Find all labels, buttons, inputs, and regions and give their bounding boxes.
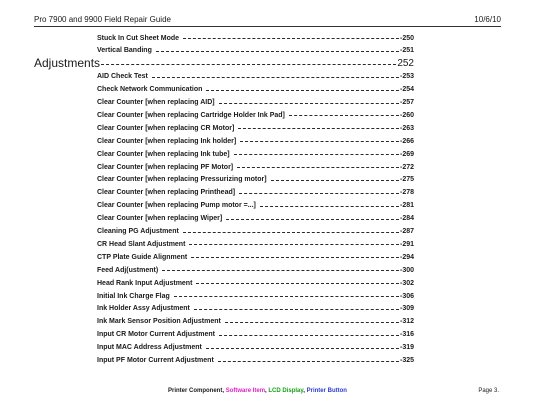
toc-entry-page: -319 [399, 344, 414, 352]
toc-entry-label: Ink Holder Assy Adjustment [97, 305, 190, 313]
toc-entry-page: -281 [399, 202, 414, 210]
toc-entry[interactable] [97, 71, 414, 83]
toc-entry-page: -291 [399, 240, 414, 248]
dot-leader [183, 232, 399, 233]
toc-entry[interactable] [97, 277, 414, 289]
toc-entry-page: -257 [399, 99, 414, 106]
toc-entry[interactable] [97, 174, 414, 186]
toc-entry-page: -260 [399, 111, 414, 119]
toc-entry-label: Clear Counter [when replacing Pressurizing motor] [97, 176, 267, 184]
dot-leader [206, 348, 399, 349]
toc-entry[interactable] [97, 109, 414, 121]
toc-entry[interactable] [97, 148, 414, 160]
toc-entry-page: -278 [399, 189, 414, 197]
toc-entry-page: -325 [399, 357, 414, 364]
legend-item: LCD Display [268, 388, 304, 394]
document-date: 10/6/10 [474, 15, 501, 24]
toc-entry[interactable] [97, 251, 414, 263]
dot-leader [226, 219, 399, 220]
dot-leader [101, 64, 396, 65]
legend-item: Software Item [225, 388, 266, 394]
toc-entry[interactable] [97, 122, 414, 134]
toc-entry-page: -272 [399, 163, 414, 171]
dot-leader [174, 296, 399, 297]
toc-entry[interactable] [97, 342, 414, 354]
toc-entry-page: -309 [399, 305, 414, 313]
dot-leader [238, 128, 399, 129]
toc-entry[interactable] [97, 135, 414, 147]
legend-item: Printer Component [168, 388, 223, 394]
toc-entry-label: Input CR Motor Current Adjustment [97, 331, 215, 339]
dot-leader [234, 154, 399, 155]
toc-entry-label: Clear Counter [when replacing PF Motor] [97, 163, 234, 171]
toc-entry-page: 252 [397, 58, 414, 70]
dot-leader [183, 38, 399, 39]
toc-entry-page: -302 [399, 279, 414, 287]
dot-leader [218, 361, 399, 362]
toc-entry-label: Head Rank Input Adjustment [97, 279, 193, 287]
dot-leader [162, 270, 399, 271]
toc-entry-label: Clear Counter [when replacing Wiper] [97, 215, 223, 223]
toc-entry-label: Clear Counter [when replacing Printhead] [97, 189, 236, 197]
dot-leader [156, 51, 399, 52]
toc-entry-page: -306 [399, 292, 414, 300]
toc-entry-label: Input PF Motor Current Adjustment [97, 357, 214, 364]
color-legend [168, 388, 347, 394]
toc-entry-label: Clear Counter [when replacing Pump motor =...] [97, 202, 256, 210]
toc-entry-page: -294 [399, 253, 414, 261]
toc-entry[interactable] [97, 238, 414, 250]
toc-entry-label: Stuck In Cut Sheet Mode [97, 34, 180, 42]
toc-entry-label: AID Check Test [97, 73, 148, 81]
page-number: Page 3. [478, 388, 499, 394]
dot-leader [189, 244, 399, 245]
toc-entry[interactable] [97, 316, 414, 328]
dot-leader [219, 103, 399, 104]
dot-leader [240, 141, 399, 142]
dot-leader [239, 193, 399, 194]
dot-leader [271, 180, 399, 181]
toc-entry-page: -254 [399, 86, 414, 94]
legend-item: Printer Button [306, 388, 347, 394]
toc-entry-label: Clear Counter [when replacing Cartridge Holder Ink Pad] [97, 111, 285, 119]
toc-entry[interactable] [97, 200, 414, 212]
toc-entry-label: Clear Counter [when replacing CR Motor] [97, 124, 235, 132]
dot-leader [289, 115, 399, 116]
toc-entry[interactable] [97, 58, 414, 70]
legend-item: , [222, 388, 226, 394]
document-title: Pro 7900 and 9900 Field Repair Guide [34, 15, 171, 24]
toc-entry-label: CTP Plate Guide Alignment [97, 253, 188, 261]
toc-entry-label: Clear Counter [when replacing Ink tube] [97, 150, 230, 158]
toc-entry[interactable] [97, 213, 414, 225]
toc-entry[interactable] [97, 264, 414, 276]
dot-leader [237, 167, 399, 168]
toc-entry-page: -316 [399, 331, 414, 339]
toc-entry[interactable] [97, 303, 414, 315]
toc-entry-label: Clear Counter [when replacing Ink holder] [97, 137, 237, 145]
toc-entry-page: -284 [399, 215, 414, 223]
dot-leader [196, 283, 399, 284]
toc-entry-page: -269 [399, 150, 414, 158]
legend-item: , [303, 388, 307, 394]
toc-entry-page: -250 [399, 34, 414, 42]
toc-entry-page: -251 [399, 47, 414, 55]
toc-entry[interactable] [97, 187, 414, 199]
toc-entry-page: -287 [399, 228, 414, 235]
toc-entry[interactable] [97, 84, 414, 96]
toc-entry-label: CR Head Slant Adjustment [97, 240, 186, 248]
section-title: Adjustments [34, 56, 101, 70]
toc-entry-label: Feed Adj(ustment) [97, 266, 159, 274]
toc-entry-label: Input MAC Address Adjustment [97, 344, 202, 352]
dot-leader [219, 335, 399, 336]
toc-entry-page: -312 [399, 318, 414, 326]
toc-entry-label: Ink Mark Sensor Position Adjustment [97, 318, 221, 326]
dot-leader [191, 257, 399, 258]
page-header [34, 14, 501, 27]
toc-entry[interactable] [97, 329, 414, 341]
toc-entry[interactable] [97, 355, 414, 367]
dot-leader [194, 309, 399, 310]
dot-leader [260, 206, 399, 207]
toc-entry-label: Initial Ink Charge Flag [97, 292, 170, 300]
toc-entry[interactable] [97, 97, 414, 109]
dot-leader [225, 322, 399, 323]
dot-leader [206, 90, 399, 91]
legend-item: , [265, 388, 269, 394]
toc-entry[interactable] [97, 45, 414, 57]
toc-entry-label: Vertical Banding [97, 47, 152, 55]
toc-entry[interactable] [97, 32, 414, 44]
toc-entry-label: Clear Counter [when replacing AID] [97, 99, 215, 106]
toc-entry-page: -275 [399, 176, 414, 184]
toc-entry[interactable] [97, 290, 414, 302]
toc-entry-page: -263 [399, 124, 414, 132]
toc-entry[interactable] [97, 226, 414, 238]
toc-entry-label: Cleaning PG Adjustment [97, 228, 179, 235]
toc-entry-page: -300 [399, 266, 414, 274]
toc-entry-label: Check Network Communication [97, 86, 203, 94]
toc-entry[interactable] [97, 161, 414, 173]
toc-entry-page: -253 [399, 73, 414, 81]
dot-leader [152, 77, 399, 78]
toc-entry-page: -266 [399, 137, 414, 145]
